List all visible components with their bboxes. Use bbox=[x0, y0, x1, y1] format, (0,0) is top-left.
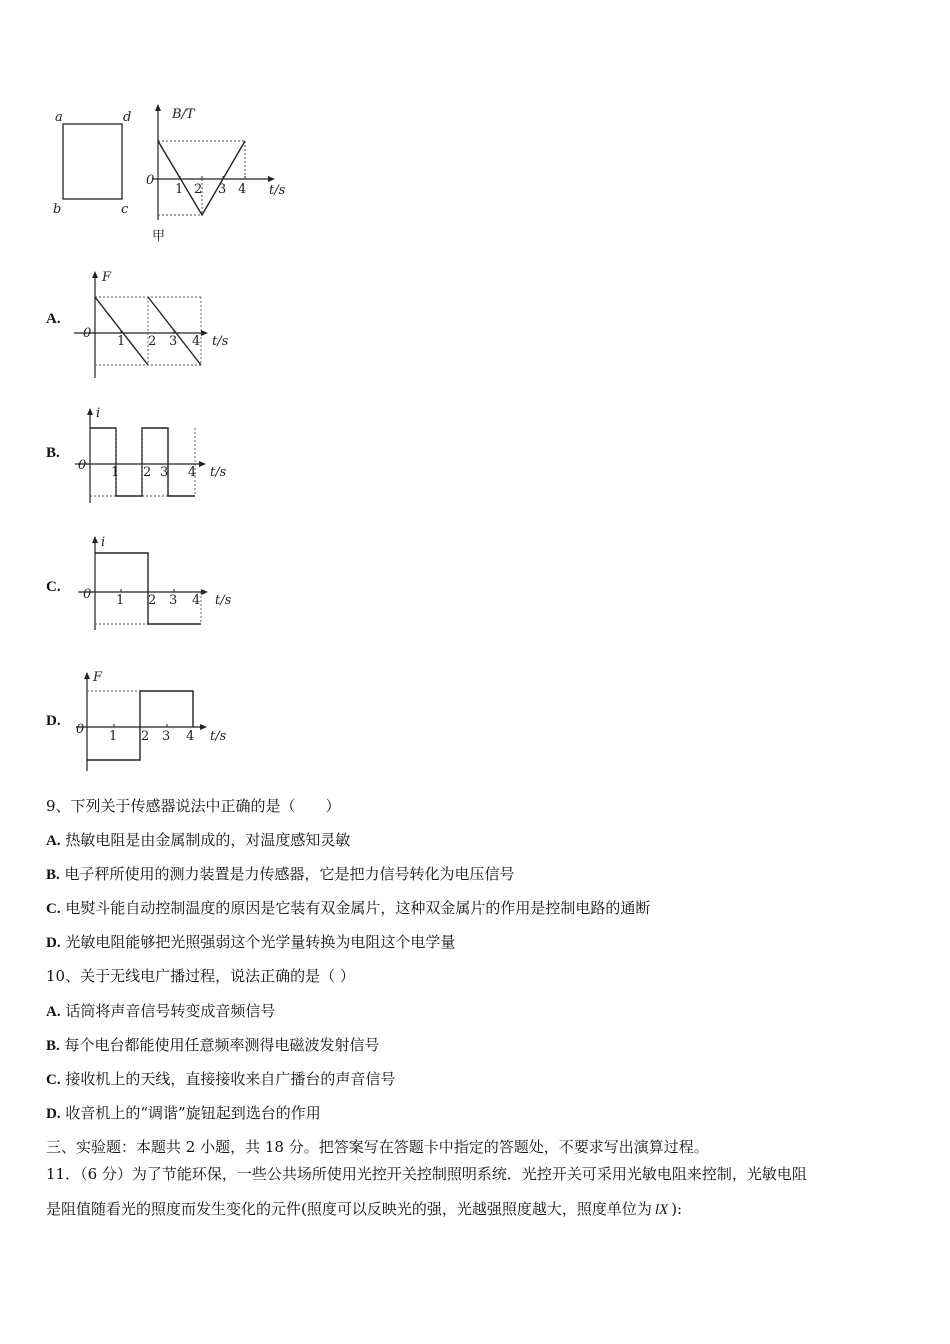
option-text: 电熨斗能自动控制温度的原因是它装有双金属片，这种双金属片的作用是控制电路的通断 bbox=[65, 899, 651, 917]
option-letter: A. bbox=[46, 833, 61, 849]
tick-2: 2 bbox=[194, 182, 203, 197]
figure-jia-svg bbox=[40, 100, 300, 250]
tick-3: 3 bbox=[162, 729, 171, 744]
tick-3: 3 bbox=[218, 182, 227, 197]
q11-line-1 bbox=[46, 1164, 807, 1184]
q9-stem bbox=[46, 796, 341, 816]
tick-4: 4 bbox=[192, 593, 201, 608]
option-letter: D. bbox=[46, 935, 61, 951]
option-a-svg bbox=[70, 265, 250, 385]
figure-jia bbox=[40, 100, 300, 250]
axis-y-arrow bbox=[155, 104, 161, 111]
axis-x-label: t/s bbox=[210, 729, 227, 744]
q10-stem bbox=[46, 966, 355, 986]
tick-3: 3 bbox=[169, 334, 178, 349]
option-letter: C. bbox=[46, 901, 61, 917]
option-text: 光敏电阻能够把光照强弱这个光学量转换为电阻这个电学量 bbox=[65, 933, 456, 951]
tick-1: 1 bbox=[175, 182, 184, 197]
tick-2: 2 bbox=[141, 729, 150, 744]
q10-option-b bbox=[46, 1035, 380, 1056]
q9-stem-text: 9、下列关于传感器说法中正确的是（ ） bbox=[46, 797, 341, 815]
corner-c: c bbox=[121, 202, 129, 217]
option-c-letter: C. bbox=[46, 579, 61, 595]
option-a-letter: A. bbox=[46, 311, 61, 327]
option-c-graph bbox=[70, 532, 250, 642]
tick-4: 4 bbox=[188, 465, 197, 480]
origin-label: 0 bbox=[83, 326, 92, 341]
tick-1: 1 bbox=[116, 593, 125, 608]
f-t-step bbox=[87, 691, 193, 760]
option-text: 电子秤所使用的测力装置是力传感器，它是把力信号转化为电压信号 bbox=[64, 865, 515, 883]
option-text: 话筒将声音信号转变成音频信号 bbox=[65, 1002, 276, 1020]
axis-x-label: t/s bbox=[210, 465, 227, 480]
origin-label: 0 bbox=[78, 458, 87, 473]
tick-2: 2 bbox=[148, 593, 157, 608]
axis-y-label: B/T bbox=[172, 107, 195, 122]
section-3-heading bbox=[46, 1137, 709, 1157]
section-3-heading-text: 三、实验题：本题共 2 小题，共 18 分。把答案写在答题卡中指定的答题处，不要求写出演算过程。 bbox=[46, 1138, 709, 1156]
option-d-svg bbox=[70, 668, 250, 778]
axis-x-label: t/s bbox=[215, 593, 232, 608]
q9-option-c bbox=[46, 898, 650, 919]
tick-2: 2 bbox=[143, 465, 152, 480]
axis-y-label: F bbox=[102, 270, 112, 285]
tick-4: 4 bbox=[192, 334, 201, 349]
axis-y-label: F bbox=[93, 670, 103, 685]
option-letter: C. bbox=[46, 1072, 61, 1088]
figure-caption: 甲 bbox=[152, 229, 166, 244]
option-letter: B. bbox=[46, 867, 60, 883]
q9-option-b bbox=[46, 864, 515, 885]
option-letter: B. bbox=[46, 1038, 60, 1054]
q9-option-d bbox=[46, 932, 455, 953]
tick-4: 4 bbox=[186, 729, 195, 744]
corner-b: b bbox=[53, 202, 62, 217]
option-b-letter: B. bbox=[46, 445, 60, 461]
corner-a: a bbox=[55, 110, 63, 125]
q10-option-c bbox=[46, 1069, 395, 1090]
option-text: 热敏电阻是由金属制成的，对温度感知灵敏 bbox=[65, 831, 351, 849]
corner-d: d bbox=[123, 110, 132, 125]
q11-line-2-text: 是阻值随看光的照度而发生变化的元件(照度可以反映光的强，光越强照度越大，照度单位为 bbox=[46, 1200, 652, 1218]
option-c-svg bbox=[70, 532, 250, 642]
option-letter: D. bbox=[46, 1106, 61, 1122]
q11-line-1-text: 11．（6 分）为了节能环保，一些公共场所使用光控开关控制照明系统．光控开关可采用光敏电阻来控制，光敏电阻 bbox=[46, 1165, 807, 1183]
option-d-graph bbox=[70, 668, 250, 778]
coil-rectangle bbox=[63, 124, 122, 199]
option-a-graph bbox=[70, 265, 250, 385]
origin-label: 0 bbox=[76, 722, 85, 737]
tick-1: 1 bbox=[111, 465, 120, 480]
i-t-step bbox=[95, 553, 201, 624]
axis-x-label: t/s bbox=[269, 183, 286, 198]
tick-4: 4 bbox=[238, 182, 247, 197]
origin-label: 0 bbox=[83, 587, 92, 602]
tick-3: 3 bbox=[169, 593, 178, 608]
option-letter: A. bbox=[46, 1004, 61, 1020]
tick-2: 2 bbox=[148, 334, 157, 349]
origin-label: 0 bbox=[146, 173, 155, 188]
option-text: 接收机上的天线，直接接收来自广播台的声音信号 bbox=[65, 1070, 396, 1088]
axis-x-arrow bbox=[268, 176, 275, 182]
illuminance-unit: lX bbox=[654, 1202, 669, 1218]
option-text: 每个电台都能使用任意频率测得电磁波发射信号 bbox=[64, 1036, 380, 1054]
option-b-graph bbox=[70, 400, 250, 510]
option-b-svg bbox=[70, 400, 250, 510]
q11-line-2-end: ): bbox=[671, 1200, 683, 1218]
i-t-square-wave bbox=[90, 428, 195, 496]
q10-option-d bbox=[46, 1103, 321, 1124]
option-d-letter: D. bbox=[46, 713, 61, 729]
tick-3: 3 bbox=[160, 465, 169, 480]
q9-option-a bbox=[46, 830, 350, 851]
axis-y-label: i bbox=[96, 406, 101, 421]
q10-option-a bbox=[46, 1001, 275, 1022]
axis-x-label: t/s bbox=[212, 334, 229, 349]
axis-y-label: i bbox=[101, 535, 106, 550]
tick-1: 1 bbox=[117, 334, 126, 349]
q11-line-2 bbox=[46, 1199, 682, 1220]
option-text: 收音机上的“调谐”旋钮起到选台的作用 bbox=[65, 1104, 321, 1122]
q10-stem-text: 10、关于无线电广播过程，说法正确的是（ ） bbox=[46, 967, 355, 985]
tick-1: 1 bbox=[109, 729, 118, 744]
